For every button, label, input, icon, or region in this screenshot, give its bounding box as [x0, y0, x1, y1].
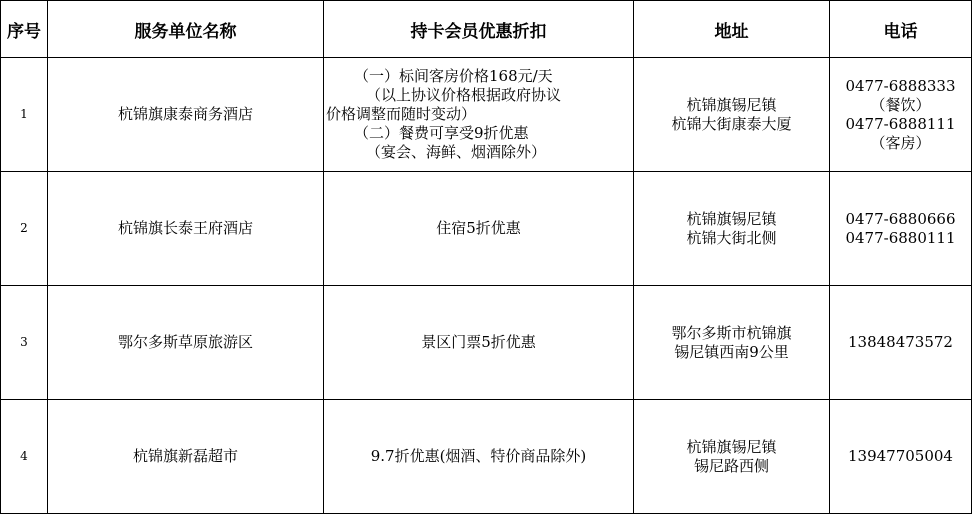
cell-address	[634, 58, 830, 172]
cell-name: 杭锦旗新磊超市	[48, 400, 324, 514]
table-row	[1, 172, 972, 286]
phone-line: 13947705004	[848, 447, 953, 465]
cell-address	[634, 400, 830, 514]
phone-line: 0477-6888111	[845, 114, 956, 133]
cell-address	[634, 286, 830, 400]
cell-address	[634, 172, 830, 286]
header-address: 地址	[634, 1, 830, 58]
cell-phone	[830, 400, 972, 514]
cell-phone	[830, 58, 972, 172]
cell-name: 杭锦旗康泰商务酒店	[48, 58, 324, 172]
cell-seq: 2	[1, 172, 48, 286]
header-discount: 持卡会员优惠折扣	[324, 1, 634, 58]
discount-line: （以上协议价格根据政府协议	[366, 86, 562, 104]
cell-phone	[830, 172, 972, 286]
table-row	[1, 58, 972, 172]
cell-name: 杭锦旗长泰王府酒店	[48, 172, 324, 286]
discount-line: 景区门票5折优惠	[421, 333, 536, 351]
address-line: 鄂尔多斯市杭锦旗	[671, 323, 792, 342]
header-name: 服务单位名称	[48, 1, 324, 58]
discount-line: 价格调整而随时变动）	[326, 105, 477, 123]
phone-line: 0477-6880111	[845, 228, 956, 247]
cell-discount	[324, 58, 634, 172]
address-line: 杭锦旗锡尼镇	[686, 437, 777, 456]
cell-name: 鄂尔多斯草原旅游区	[48, 286, 324, 400]
address-line: 杭锦旗锡尼镇	[686, 95, 777, 114]
phone-line: 13848473572	[848, 333, 953, 351]
discount-line: 住宿5折优惠	[436, 219, 521, 237]
cell-phone	[830, 286, 972, 400]
address-line: 杭锦大街北侧	[686, 228, 777, 247]
cell-discount	[324, 172, 634, 286]
address-line: 杭锦旗锡尼镇	[686, 209, 777, 228]
address-line: 杭锦大街康泰大厦	[671, 114, 792, 133]
discount-line: 9.7折优惠(烟酒、特价商品除外)	[370, 447, 587, 465]
header-seq: 序号	[1, 1, 48, 58]
table-row	[1, 286, 972, 400]
header-phone: 电话	[830, 1, 972, 58]
cell-discount	[324, 400, 634, 514]
header-row	[1, 1, 972, 58]
phone-line: 0477-6888333	[845, 76, 956, 95]
address-line: 锡尼镇西南9公里	[674, 342, 789, 361]
address-line: 锡尼路西侧	[693, 456, 769, 475]
cell-seq: 1	[1, 58, 48, 172]
phone-line: 0477-6880666	[845, 209, 956, 228]
discount-line: （二）餐费可享受9折优惠	[354, 124, 529, 142]
table-row	[1, 400, 972, 514]
cell-discount	[324, 286, 634, 400]
phone-line: （餐饮）	[870, 95, 931, 114]
discount-line: （宴会、海鲜、烟酒除外）	[366, 143, 547, 161]
discount-line: （一）标间客房价格168元/天	[354, 67, 553, 85]
cell-seq: 4	[1, 400, 48, 514]
cell-seq: 3	[1, 286, 48, 400]
phone-line: （客房）	[870, 133, 931, 152]
